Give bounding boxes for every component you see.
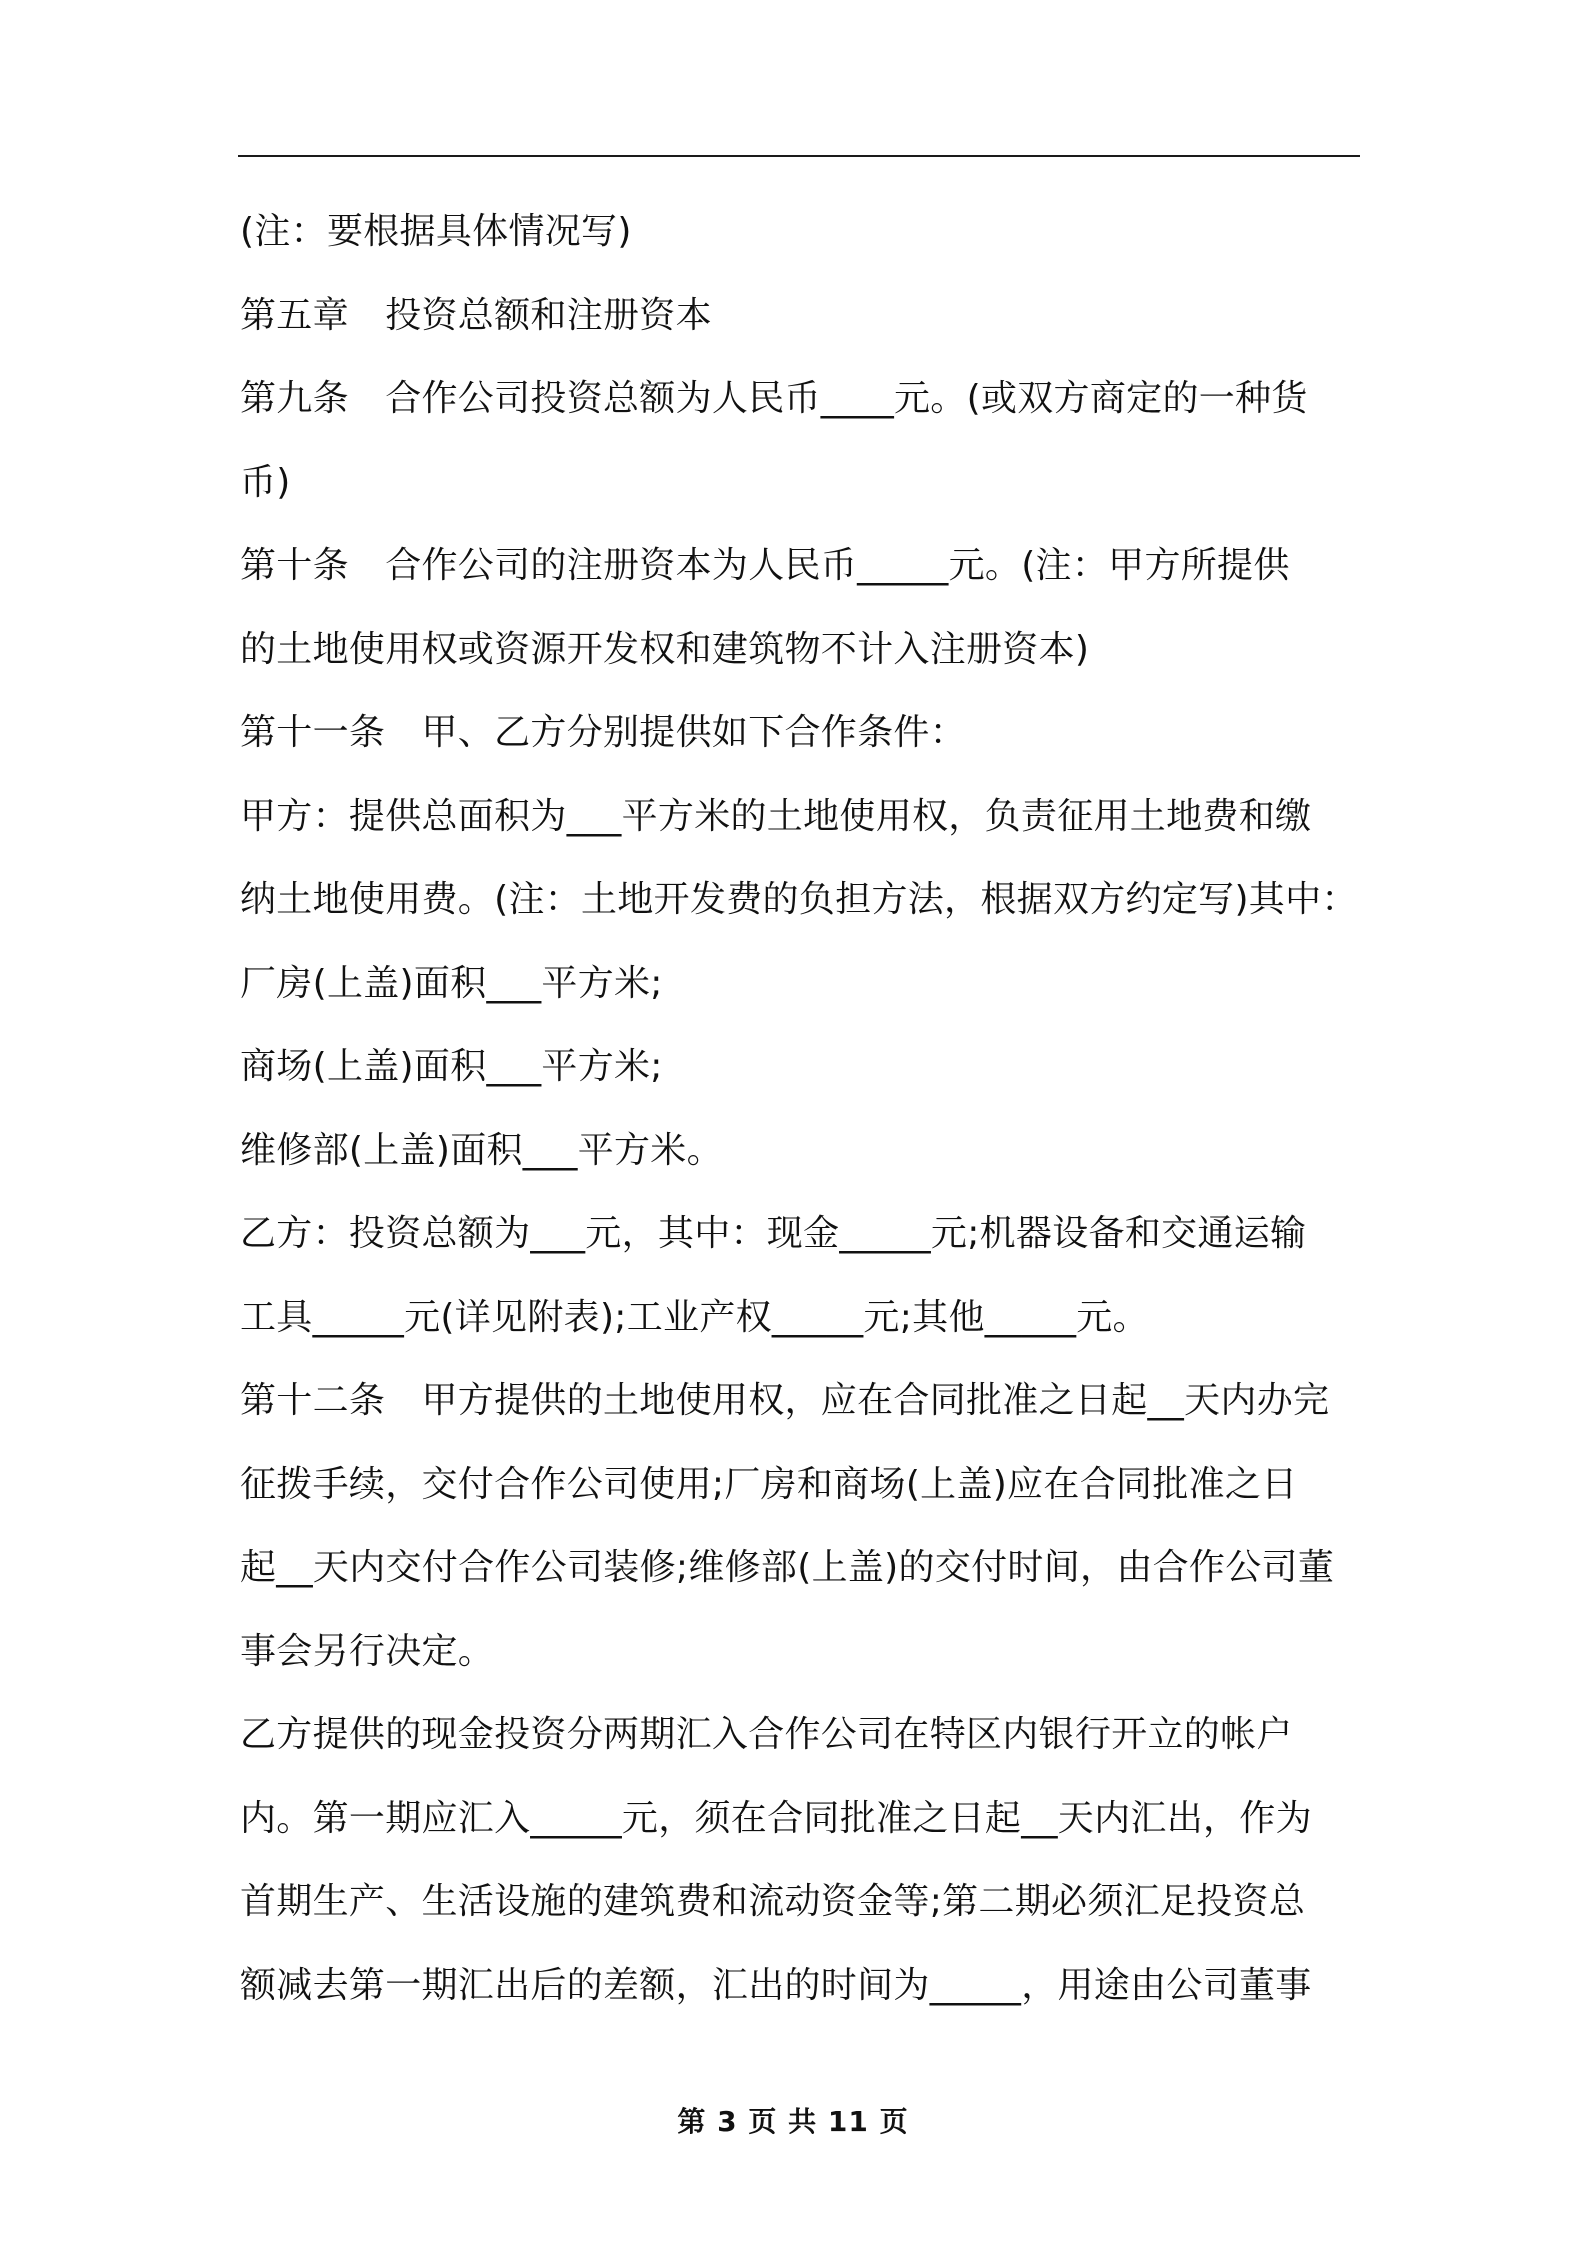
cash-investment-line: 首期生产、生活设施的建筑费和流动资金等;第二期必须汇足投资总 — [240, 1881, 1306, 1922]
article-12-line: 征拨手续，交付合作公司使用;厂房和商场(上盖)应在合同批准之日 — [240, 1463, 1298, 1505]
area-item: 厂房(上盖)面积___平方米; — [240, 962, 663, 1004]
party-a-line: 纳土地使用费。(注：土地开发费的负担方法，根据双方约定写)其中： — [240, 879, 1358, 920]
party-a-line: 甲方：提供总面积为___平方米的土地使用权，负责征用土地费和缴 — [240, 795, 1312, 837]
article-12-line: 起__天内交付合作公司装修;维修部(上盖)的交付时间，由合作公司董 — [240, 1547, 1335, 1588]
article-10-line: 第十条 合作公司的注册资本为人民币_____元。(注：甲方所提供 — [240, 545, 1290, 586]
article-12-line: 事会另行决定。 — [240, 1630, 495, 1672]
text-line: (注：要根据具体情况写) — [240, 211, 632, 252]
article-10-line: 的土地使用权或资源开发权和建筑物不计入注册资本) — [240, 628, 1090, 670]
document-body — [240, 190, 1360, 2027]
header-rule — [238, 155, 1360, 157]
area-item: 维修部(上盖)面积___平方米。 — [240, 1129, 723, 1171]
article-9-line: 币) — [240, 461, 291, 503]
party-b-line: 乙方：投资总额为___元，其中：现金_____元;机器设备和交通运输 — [240, 1213, 1307, 1254]
page-number: 第 3 页 共 11 页 — [677, 2105, 909, 2138]
cash-investment-line: 内。第一期应汇入_____元，须在合同批准之日起__天内汇出，作为 — [240, 1797, 1312, 1839]
chapter-heading: 第五章 投资总额和注册资本 — [240, 294, 712, 336]
article-11-line: 第十一条 甲、乙方分别提供如下合作条件： — [240, 712, 967, 753]
area-item: 商场(上盖)面积___平方米; — [240, 1046, 663, 1087]
cash-investment-line: 额减去第一期汇出后的差额，汇出的时间为_____，用途由公司董事 — [240, 1964, 1312, 2006]
article-12-line: 第十二条 甲方提供的土地使用权，应在合同批准之日起__天内办完 — [240, 1380, 1330, 1421]
party-b-line: 工具_____元(详见附表);工业产权_____元;其他_____元。 — [240, 1296, 1149, 1338]
article-9-line: 第九条 合作公司投资总额为人民币____元。(或双方商定的一种货 — [240, 378, 1308, 419]
cash-investment-line: 乙方提供的现金投资分两期汇入合作公司在特区内银行开立的帐户 — [240, 1714, 1293, 1755]
